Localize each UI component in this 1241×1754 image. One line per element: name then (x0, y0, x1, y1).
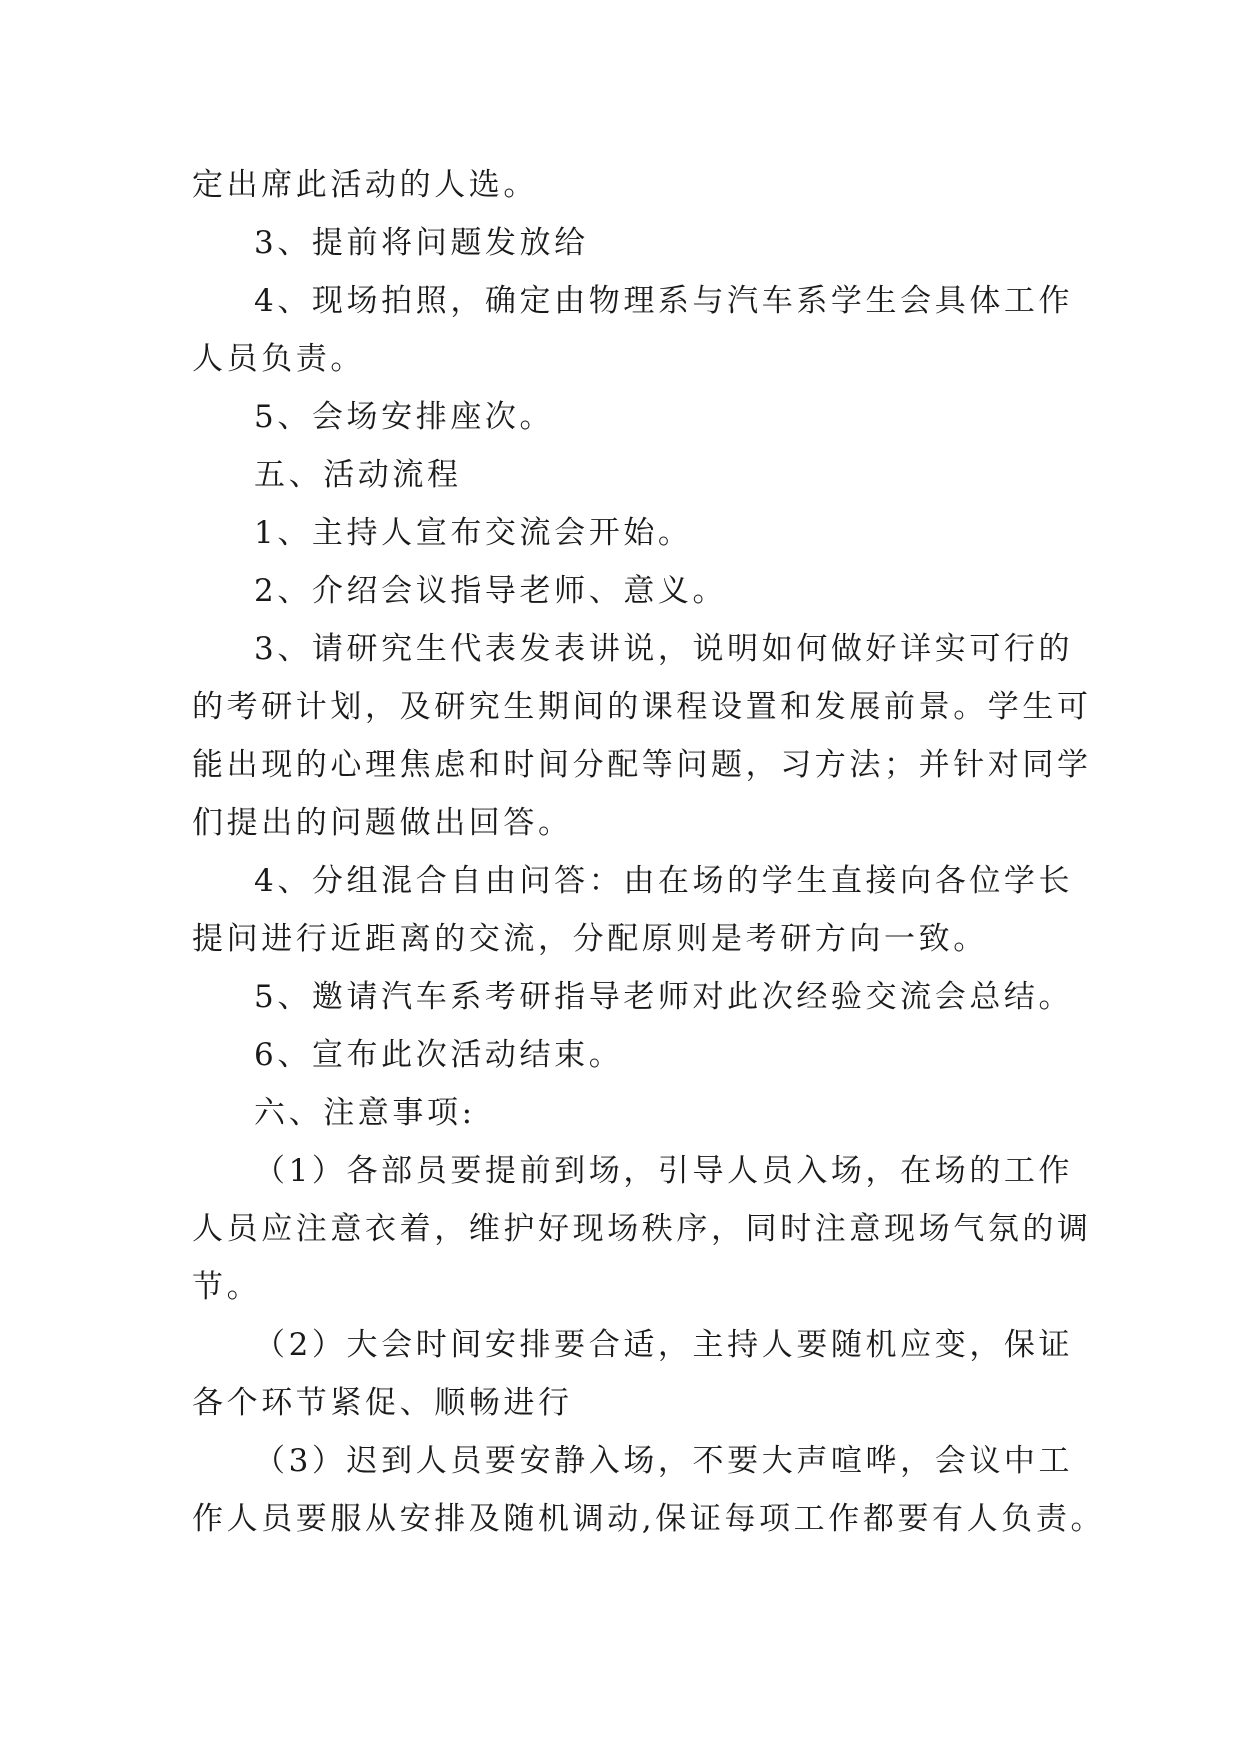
document-body (192, 156, 1106, 1548)
text-line: 人员应注意衣着，维护好现场秩序，同时注意现场气氛的调 (192, 1211, 1092, 1247)
text-line: 能出现的心理焦虑和时间分配等问题，习方法；并针对同学 (192, 747, 1092, 783)
text-line: 的考研计划，及研究生期间的课程设置和发展前景。学生可 (192, 689, 1092, 725)
text-line: 5、会场安排座次。 (254, 399, 555, 435)
text-line: 3、提前将问题发放给 (254, 225, 589, 261)
text-line: 提问进行近距离的交流，分配原则是考研方向一致。 (192, 921, 988, 957)
section-heading: 五、活动流程 (254, 457, 462, 493)
text-line: （2）大会时间安排要合适，主持人要随机应变，保证 (254, 1327, 1074, 1363)
text-line: 节。 (192, 1269, 262, 1305)
text-line: 们提出的问题做出回答。 (192, 805, 573, 841)
text-line: 4、现场拍照，确定由物理系与汽车系学生会具体工作 (254, 283, 1074, 319)
text-line: 6、宣布此次活动结束。 (254, 1037, 624, 1073)
text-line: 1、主持人宣布交流会开始。 (254, 515, 693, 551)
section-heading: 六、注意事项: (254, 1095, 476, 1131)
text-line: 4、分组混合自由问答：由在场的学生直接向各位学长 (254, 863, 1074, 899)
text-line: 定出席此活动的人选。 (192, 167, 538, 203)
text-line: 2、介绍会议指导老师、意义。 (254, 573, 728, 609)
text-line: 5、邀请汽车系考研指导老师对此次经验交流会总结。 (254, 979, 1074, 1015)
text-line: 3、请研究生代表发表讲说，说明如何做好详实可行的 (254, 631, 1074, 667)
text-line: （3）迟到人员要安静入场，不要大声喧哗，会议中工 (254, 1443, 1074, 1479)
text-line: 作人员要服从安排及随机调动,保证每项工作都要有人负责。 (192, 1501, 1106, 1537)
text-line: 各个环节紧促、顺畅进行 (192, 1385, 573, 1421)
text-line: 人员负责。 (192, 341, 365, 377)
text-line: （1）各部员要提前到场，引导人员入场，在场的工作 (254, 1153, 1074, 1189)
